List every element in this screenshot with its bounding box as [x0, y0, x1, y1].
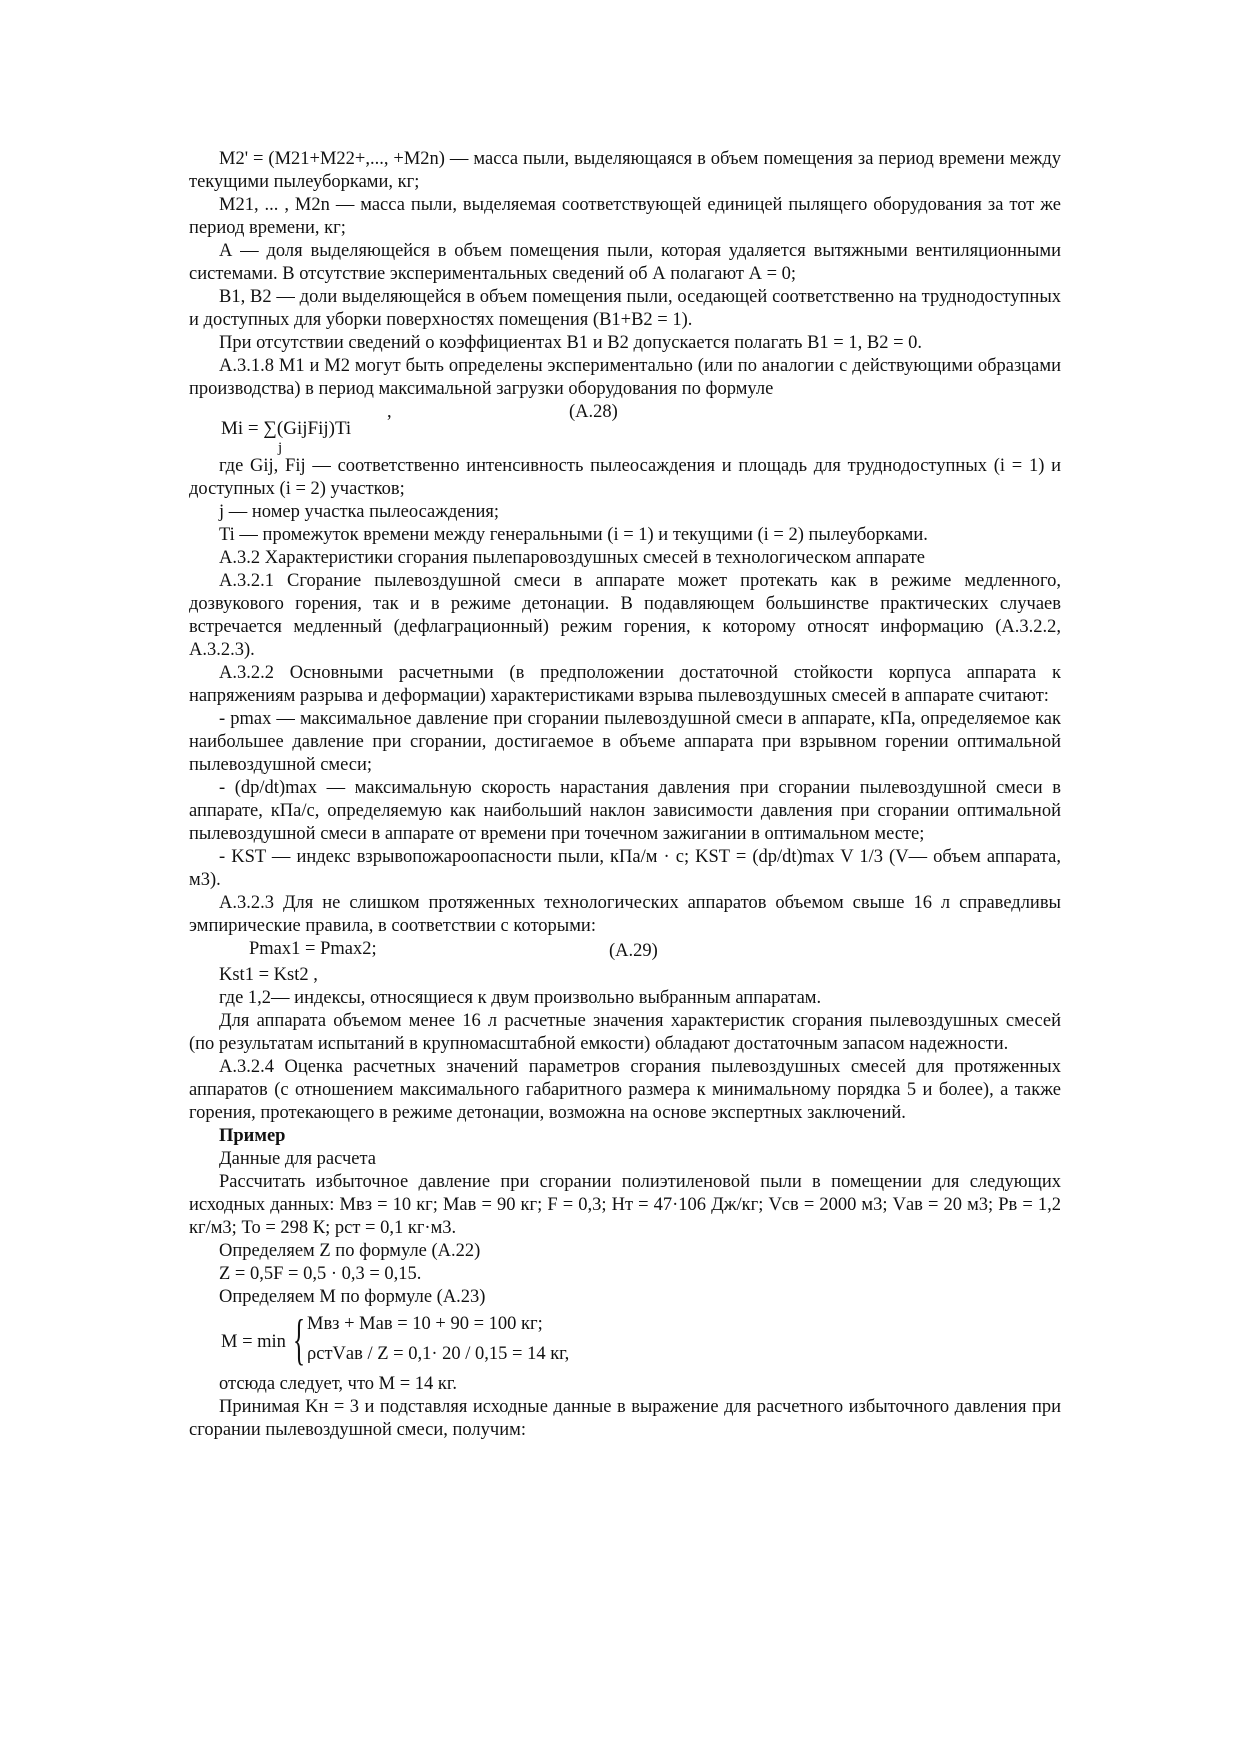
- list-item: - pmax — максимальное давление при сгорании пылевоздушной смеси в аппарате, кПа, определяемое как наибольшее давление при сгорании, достигаемое в объеме аппарата при взрывном горении оптимальной пылевоздушной смеси;: [189, 709, 1061, 775]
- text-paragraph: Принимая Kн = 3 и подставляя исходные данные в выражение для расчетного избыточного давления при сгорании пылевоздушной смеси, получим:: [189, 1397, 1061, 1440]
- text-paragraph: отсюда следует, что M = 14 кг.: [219, 1374, 458, 1394]
- list-item: - KST — индекс взрывопожароопасности пыли, кПа/м · с; KST = (dp/dt)max V 1/3 (V— объем аппарата, м3).: [189, 847, 1061, 890]
- formula-lhs: M = min: [221, 1332, 286, 1352]
- text-paragraph: где Gij, Fij — соответственно интенсивность пылеосаждения и площадь для труднодоступных (i = 1) и доступных (i = 2) участков;: [189, 456, 1061, 499]
- text-paragraph: Для аппарата объемом менее 16 л расчетные значения характеристик сгорания пылевоздушных смесей (по результатам испытаний в крупномасштабной емкости) обладают достаточным запасом надежности.: [189, 1011, 1061, 1054]
- text-paragraph: j — номер участка пылеосаждения;: [219, 502, 500, 522]
- text-paragraph: Данные для расчета: [219, 1149, 377, 1169]
- section-heading: А.3.2 Характеристики сгорания пылепаровоздушных смесей в технологическом аппарате: [219, 548, 926, 568]
- document-page: [189, 148, 1061, 1442]
- text-paragraph: Определяем Z по формуле (А.22): [219, 1241, 481, 1261]
- formula-number: (А.28): [569, 402, 618, 422]
- example-title: Пример: [219, 1126, 286, 1146]
- text-paragraph: А.3.2.1 Сгорание пылевоздушной смеси в аппарате может протекать как в режиме медленного, дозвукового горения, так и в режиме детонации. В подавляющем большинстве практических случаев встречается медленный (дефлаграционный) режим горения, к которому относят информацию (А.3.2.2, А.3.2.3).: [189, 571, 1061, 660]
- text-paragraph: M2' = (M21+M22+,..., +M2n) — масса пыли, выделяющаяся в объем помещения за период времени между текущими пылеуборками, кг;: [189, 149, 1061, 192]
- text-paragraph: А.3.2.3 Для не слишком протяженных технологических аппаратов объемом свыше 16 л справедливы эмпирические правила, в соответствии с которыми:: [189, 893, 1061, 936]
- text-paragraph: А — доля выделяющейся в объем помещения пыли, которая удаляется вытяжными вентиляционными системами. В отсутствие экспериментальных сведений об А полагают А = 0;: [189, 241, 1061, 284]
- formula-min: [189, 1309, 1061, 1373]
- text-paragraph: где 1,2— индексы, относящиеся к двум произвольно выбранным аппаратам.: [219, 988, 822, 1008]
- text-paragraph: А.3.2.2 Основными расчетными (в предположении достаточной стойкости корпуса аппарата к напряжениям разрыва и деформации) характеристиками взрыва пылевоздушных смесей в аппарате считают:: [189, 663, 1061, 706]
- formula-line: Pmax1 = Pmax2;: [249, 939, 377, 959]
- text-paragraph: Ti — промежуток времени между генеральными (i = 1) и текущими (i = 2) пылеуборками.: [219, 525, 928, 545]
- text-paragraph: При отсутствии сведений о коэффициентах В1 и В2 допускается полагать В1 = 1, В2 = 0.: [219, 333, 922, 353]
- formula-line: Mвз + Mав = 10 + 90 = 100 кг;: [307, 1314, 543, 1334]
- formula-line: Z = 0,5F = 0,5 · 0,3 = 0,15.: [219, 1264, 422, 1284]
- text-paragraph: Рассчитать избыточное давление при сгорании полиэтиленовой пыли в помещении для следующих исходных данных: Mвз = 10 кг; Mав = 90 кг; F = 0,3; Hт = 47·106 Дж/кг; Vсв = 2000 м3; Vав = 20 м3; Pв = 1,2 кг/м3; To = 298 К; pст = 0,1 кг·м3.: [189, 1172, 1061, 1238]
- brace-icon: {: [293, 1309, 306, 1371]
- formula-subscript: j: [278, 440, 283, 456]
- formula-line: ρстVав / Z = 0,1· 20 / 0,15 = 14 кг,: [307, 1344, 570, 1364]
- text-paragraph: B1, B2 — доли выделяющейся в объем помещения пыли, оседающей соответственно на труднодоступных и доступных для уборки поверхностях помещения (B1+B2 = 1).: [189, 287, 1061, 330]
- formula-number: (А.29): [609, 941, 658, 961]
- text-paragraph: Определяем M по формуле (А.23): [219, 1287, 486, 1307]
- formula-expression: Mi = ∑(GijFij)Ti: [221, 418, 352, 439]
- text-paragraph: А.3.1.8 M1 и M2 могут быть определены экспериментально (или по аналогии с действующими образцами производства) в период максимальной загрузки оборудования по формуле: [189, 356, 1061, 399]
- list-item: - (dp/dt)max — максимальную скорость нарастания давления при сгорании пылевоздушной смеси в аппарате, кПа/с, определяемую как наибольший наклон зависимости давления при сгорании оптимальной пылевоздушной смеси в аппарате от времени при точечном зажигании в оптимальном месте;: [189, 778, 1061, 844]
- text-paragraph: M21, ... , M2n — масса пыли, выделяемая соответствующей единицей пылящего оборудования за тот же период времени, кг;: [189, 195, 1061, 238]
- formula-a28: , (А.28) Mi = ∑(GijFij)Ti j: [189, 401, 1061, 455]
- formula-a29: [189, 938, 1061, 964]
- text-paragraph: А.3.2.4 Оценка расчетных значений параметров сгорания пылевоздушных смесей для протяженных аппаратов (с отношением максимального габаритного размера к минимальному порядка 5 и более), а также горения, протекающего в режиме детонации, возможна на основе экспертных заключений.: [189, 1057, 1061, 1123]
- formula-line: Kst1 = Kst2 ,: [219, 965, 318, 985]
